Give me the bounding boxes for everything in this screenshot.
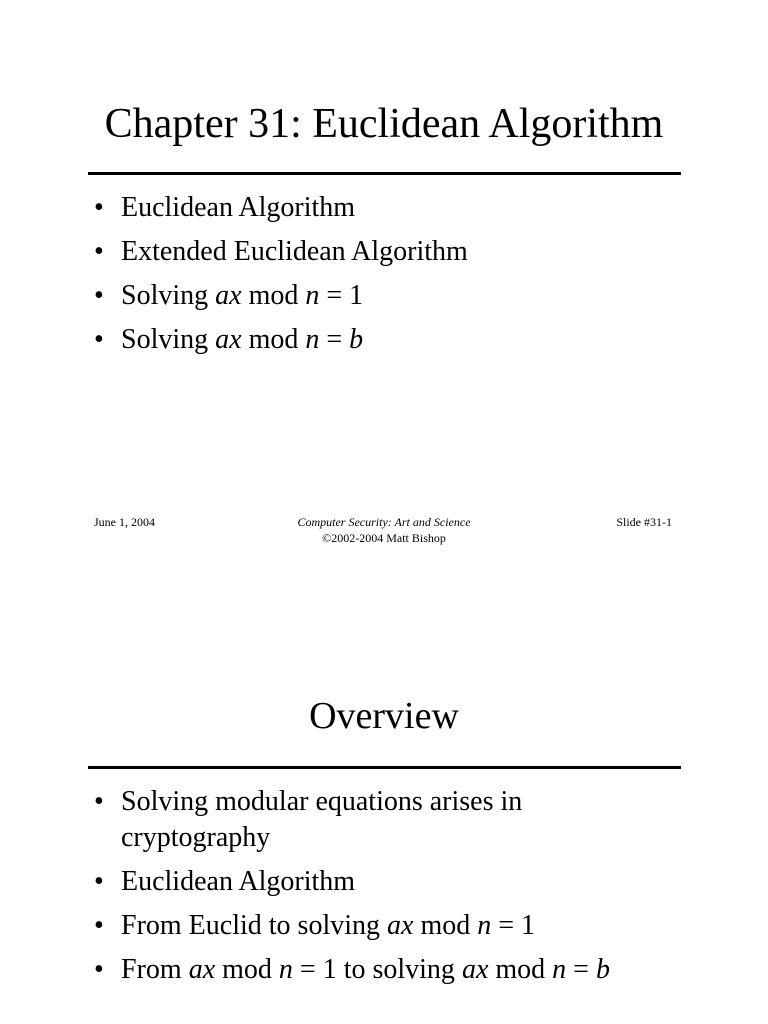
bullet-text: Solving modular equations arises in cryptography: [121, 786, 523, 853]
slide-2: [0, 594, 768, 1024]
bullet-marker: •: [94, 280, 104, 311]
bullet-marker: •: [94, 910, 104, 941]
bullet-item: [94, 864, 694, 900]
bullet-text: From ax mod n = 1 to solving ax mod n = b: [121, 954, 610, 985]
footer-slide-number: Slide #31-1: [616, 515, 672, 529]
bullet-text: Extended Euclidean Algorithm: [121, 236, 468, 267]
bullet-text: Solving ax mod n = 1: [121, 280, 364, 311]
bullet-list: [94, 784, 694, 996]
bullet-text: Solving ax mod n = b: [121, 324, 364, 355]
bullet-item: [94, 952, 694, 988]
bullet-item: [94, 322, 694, 358]
footer-date: June 1, 2004: [94, 515, 155, 529]
bullet-list: [94, 190, 694, 366]
bullet-marker: •: [94, 324, 104, 355]
title-divider: [88, 172, 681, 175]
footer-book-title: Computer Security: Art and Science: [297, 515, 471, 529]
bullet-marker: •: [94, 192, 104, 223]
bullet-item: [94, 784, 694, 856]
slide-title: Overview: [309, 695, 459, 737]
bullet-marker: •: [94, 866, 104, 897]
bullet-item: [94, 190, 694, 226]
slide-title: Chapter 31: Euclidean Algorithm: [104, 101, 664, 147]
bullet-marker: •: [94, 236, 104, 267]
bullet-text: Euclidean Algorithm: [121, 866, 356, 897]
title-divider: [88, 766, 681, 769]
bullet-marker: •: [94, 786, 104, 817]
bullet-text: From Euclid to solving ax mod n = 1: [121, 910, 536, 941]
footer-copyright: ©2002-2004 Matt Bishop: [322, 531, 446, 545]
bullet-item: [94, 278, 694, 314]
bullet-text: Euclidean Algorithm: [121, 192, 356, 223]
bullet-item: [94, 234, 694, 270]
bullet-marker: •: [94, 954, 104, 985]
bullet-item: [94, 908, 694, 944]
